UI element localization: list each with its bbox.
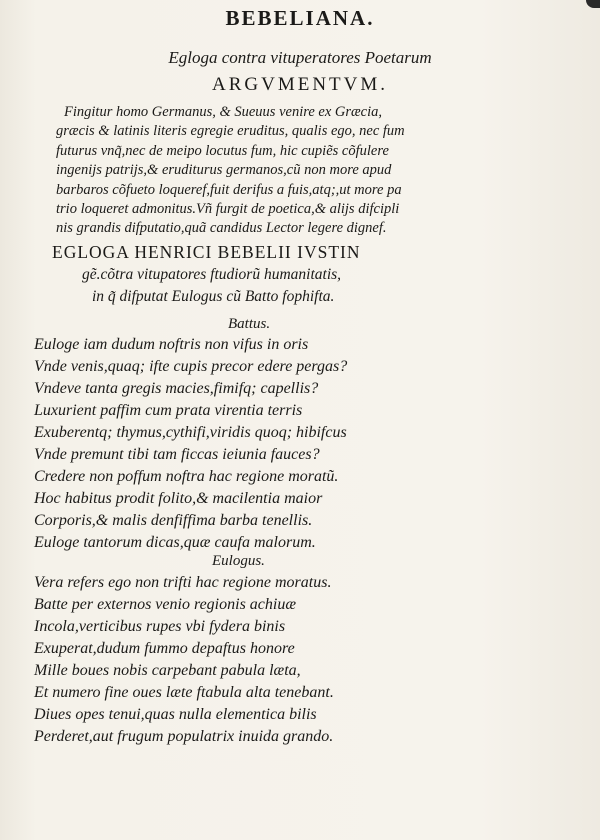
argument-line: futurus vnq̃,nec de meipo locutus fum, hic cupiẽs cõfulere <box>56 142 389 159</box>
argument-line: barbaros cõfueto loqueref,fuit derifus a fuis,atq;,ut more pa <box>56 181 402 198</box>
speaker-eulogus: Eulogus. <box>212 553 265 569</box>
verse-line: Vera refers ego non trifti hac regione moratus. <box>34 574 332 591</box>
verse-line: Mille boues nobis carpebant pabula læta, <box>34 662 301 679</box>
verse-line: Exuberentq; thymus,cythifi,viridis quoq; hibifcus <box>34 424 347 441</box>
argumentum-heading: ARGVMENTVM. <box>211 74 389 95</box>
verse-line: Vnde premunt tibi tam ficcas ieiunia fauces? <box>34 446 320 463</box>
argument-line: Fingitur homo Germanus, & Sueuus venire ex Græcia, <box>64 104 383 120</box>
verse-line: Corporis,& malis denfiffima barba tenellis. <box>34 512 313 529</box>
verse-line: Exuperat,dudum fummo depaftus honore <box>34 640 295 657</box>
egloga-subtitle-line: gẽ.cõtra vitupatores ftudiorũ humanitatis, <box>82 266 342 283</box>
argument-paragraph <box>56 103 496 239</box>
verse-line: Diues opes tenui,quas nulla elementica bilis <box>34 706 317 723</box>
argument-line: trio loqueret admonitus.Vñ furgit de poetica,& alijs difcipli <box>56 201 400 218</box>
verse-line: Batte per externos venio regionis achiuæ <box>34 596 297 613</box>
running-head: BEBELIANA. <box>225 6 375 30</box>
verse-line: Euloge tantorum dicas,quæ caufa malorum. <box>34 534 316 551</box>
verse-line: Vnde venis,quaq; ifte cupis precor edere pergas? <box>34 358 348 375</box>
argument-line: ingenijs patrijs,& eruditurus germanos,cũ non more apud <box>56 162 392 179</box>
speaker-battus: Battus. <box>228 316 271 332</box>
verse-line: Et numero fine oues læte ftabula alta tenebant. <box>34 684 334 701</box>
argument-line: nis grandis difputatio,quã candidus Lector legere dignef. <box>56 220 387 237</box>
verse-line: Vndeve tanta gregis macies,fimifq; capellis? <box>34 380 319 397</box>
verse-line: Credere non poffum noftra hac regione moratũ. <box>34 468 339 485</box>
argument-line: græcis & latinis literis egregie eruditus, qualis ego, nec fum <box>56 123 405 140</box>
verse-line: Euloge iam dudum noftris non vifus in oris <box>34 336 309 353</box>
verse-line: Perderet,aut frugum populatrix inuida grando. <box>34 728 334 745</box>
egloga-subtitle-line: in q̃ difputat Eulogus cũ Batto fophifta. <box>92 288 335 305</box>
verse-line: Incola,verticibus rupes vbi fydera binis <box>34 618 286 635</box>
egloga-title: Egloga contra vituperatores Poetarum <box>168 48 432 67</box>
egloga-heading: EGLOGA HENRICI BEBELII IVSTIN <box>52 242 361 262</box>
verse-line: Luxurient paffim cum prata virentia terris <box>34 402 303 419</box>
verse-line: Hoc habitus prodit folito,& macilentia maior <box>34 490 323 507</box>
